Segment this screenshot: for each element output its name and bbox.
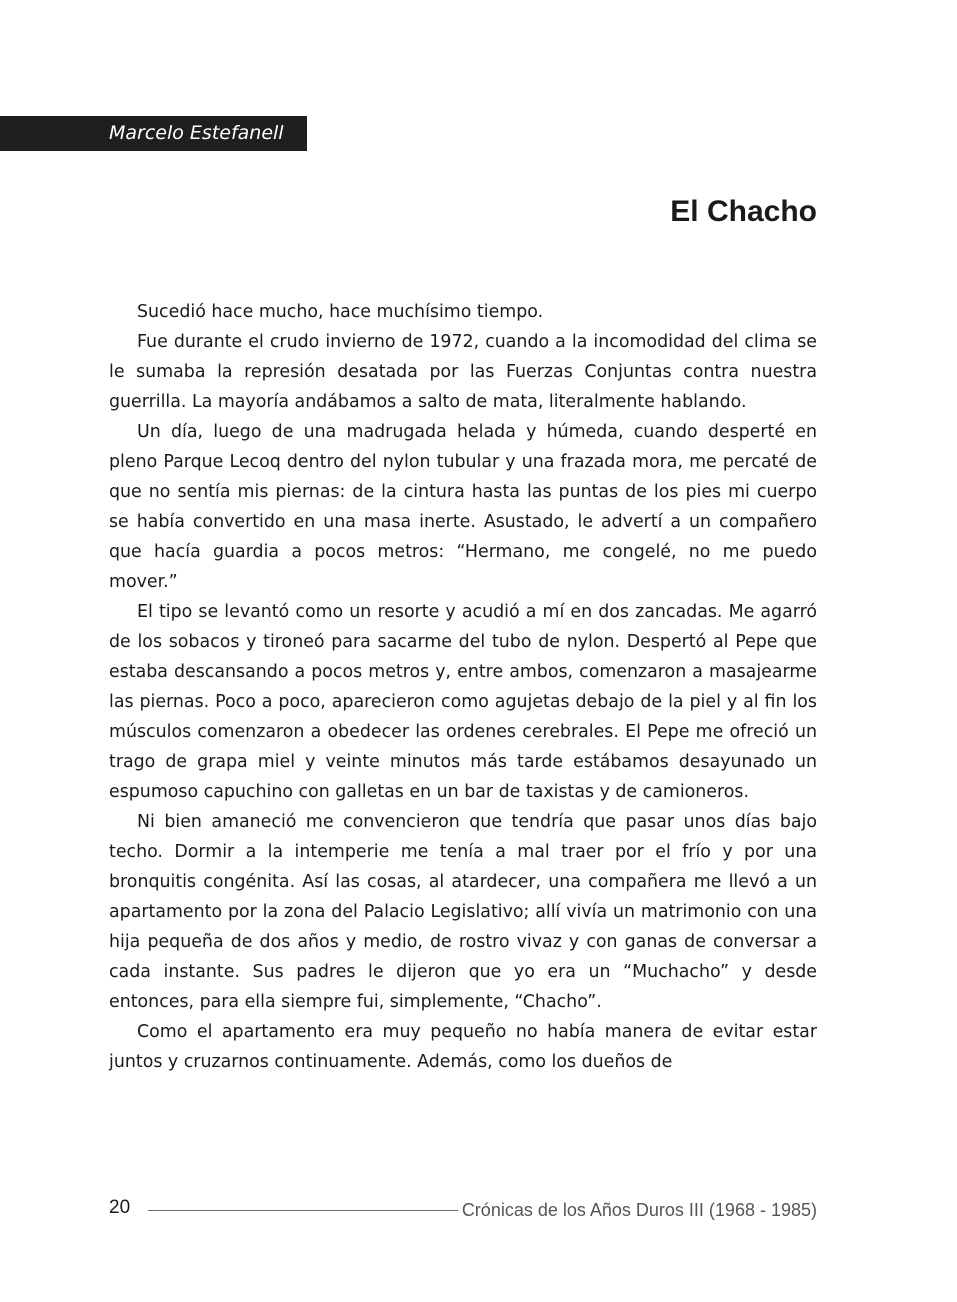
footer-divider [148, 1210, 458, 1211]
page-number: 20 [109, 1197, 131, 1218]
author-name: Marcelo Estefanell [109, 122, 284, 144]
book-title: Crónicas de los Años Duros III (1968 - 1985) [461, 1200, 817, 1220]
chapter-body [109, 297, 817, 1077]
paragraph: Sucedió hace mucho, hace muchísimo tiempo. [137, 302, 544, 322]
paragraph: El tipo se levantó como un resorte y acudió a mí en dos zancadas. Me agarró de los sobacos y tironeó para sacarme del tubo de nylon. Despertó al Pepe que estaba descansando a pocos metros y, entre ambos, comenzaron a masajearme las piernas. Poco a poco, aparecieron como agujetas debajo de la piel y al fin los músculos comenzaron a obedecer las ordenes cerebrales. El Pepe me ofreció un trago de grapa miel y veinte minutos más tarde estábamos desayunado un espumoso capuchino con galletas en un bar de taxistas y de camioneros. [109, 602, 817, 802]
page-footer [109, 1196, 817, 1222]
paragraph: Como el apartamento era muy pequeño no había manera de evitar estar juntos y cruzarnos continuamente. Además, como los dueños de [109, 1022, 817, 1072]
paragraph: Un día, luego de una madrugada helada y húmeda, cuando desperté en pleno Parque Lecoq dentro del nylon tubular y una frazada mora, me percaté de que no sentía mis piernas: de la cintura hasta las puntas de los pies mi cuerpo se había convertido en una masa inerte. Asustado, le advertí a un compañero que hacía guardia a pocos metros: “Hermano, me congelé, no me puedo mover.” [109, 422, 817, 592]
chapter-title: El Chacho [670, 195, 817, 228]
paragraph: Ni bien amaneció me convencieron que tendría que pasar unos días bajo techo. Dormir a la intemperie me tenía a mal traer por el frío y por una bronquitis congénita. Así las cosas, al atardecer, una compañera me llevó a un apartamento por la zona del Palacio Legislativo; allí vivía un matrimonio con una hija pequeña de dos años y medio, de rostro vivaz y con ganas de conversar a cada instante. Sus padres le dijeron que yo era un “Muchacho” y desde entonces, para ella siempre fui, simplemente, “Chacho”. [109, 812, 817, 1012]
author-header-band [0, 116, 307, 151]
paragraph: Fue durante el crudo invierno de 1972, cuando a la incomodidad del clima se le sumaba la represión desatada por las Fuerzas Conjuntas contra nuestra guerrilla. La mayoría andábamos a salto de mata, literalmente hablando. [109, 332, 817, 412]
